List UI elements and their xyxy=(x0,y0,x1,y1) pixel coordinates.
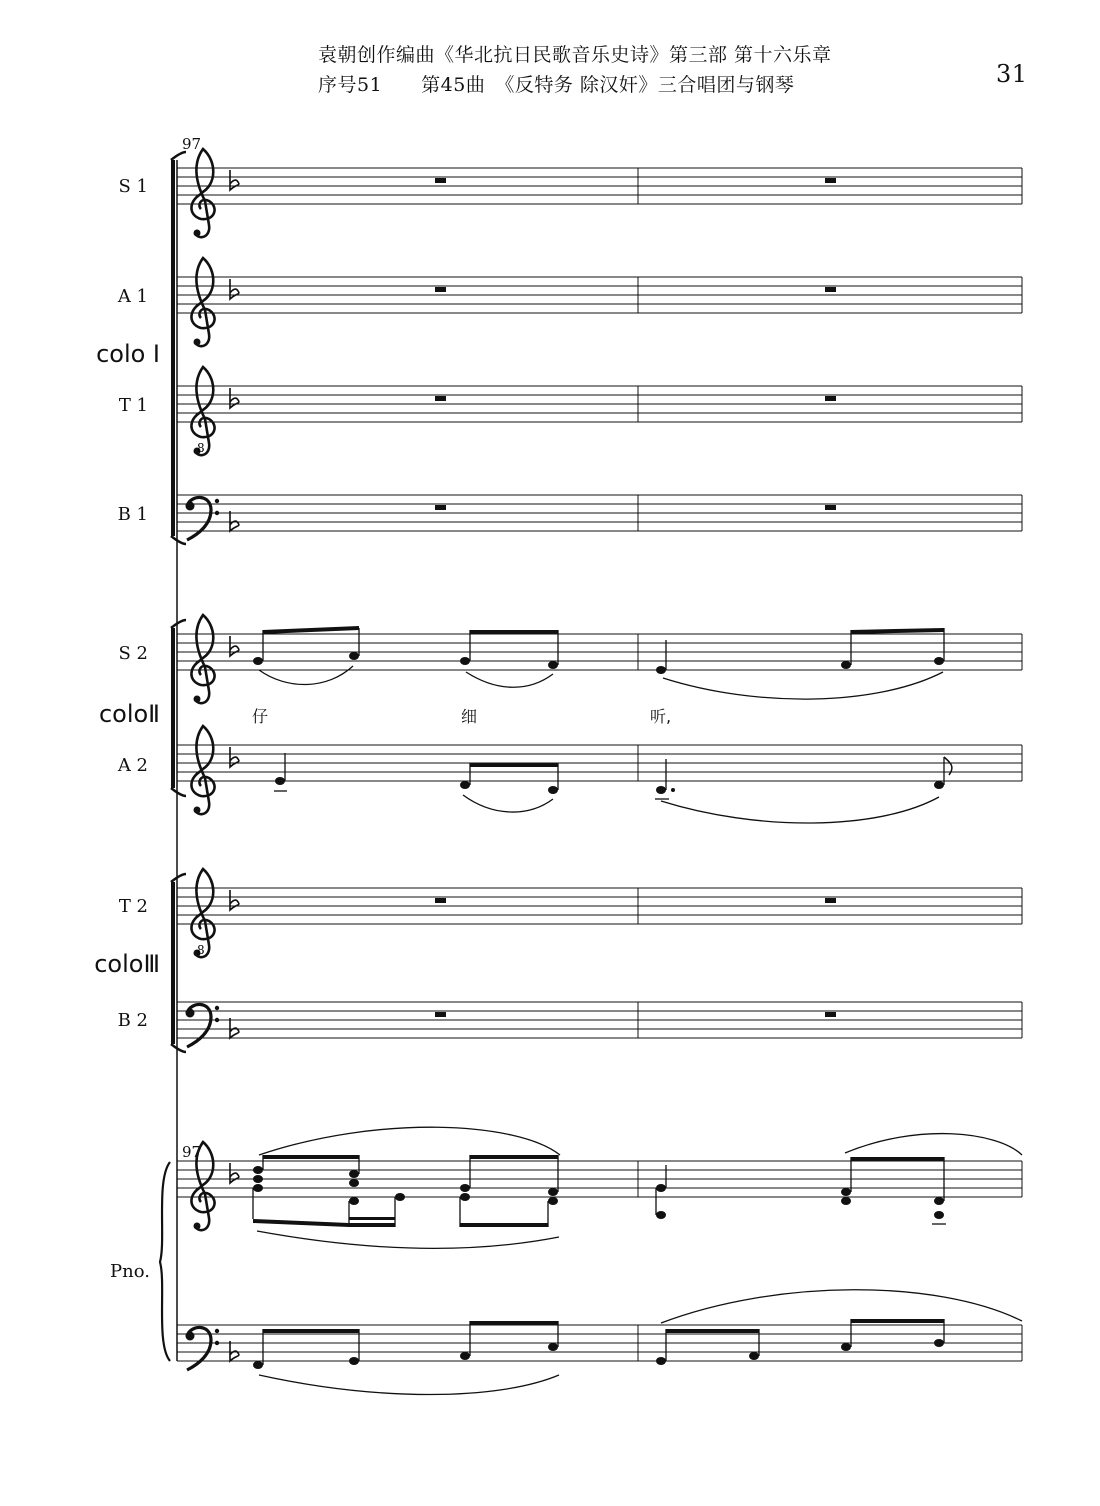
flat-icon xyxy=(230,636,239,656)
staff-b2 xyxy=(177,1002,1022,1047)
lyric-syllable: 细 xyxy=(461,707,478,726)
piano-brace xyxy=(160,1162,170,1361)
part-label-s1: S 1 xyxy=(118,176,148,197)
svg-text:8: 8 xyxy=(197,441,205,455)
flat-icon xyxy=(230,279,239,299)
part-label-a1: A 1 xyxy=(117,286,148,307)
treble-clef-icon xyxy=(191,1142,214,1230)
part-label-t2: T 2 xyxy=(118,896,148,917)
whole-rest xyxy=(435,178,446,183)
group-label-choir-1: colo Ⅰ xyxy=(96,340,160,368)
staff-a2 xyxy=(177,726,1022,823)
staff-piano-rh xyxy=(177,1127,1022,1248)
bracket-choir-2 xyxy=(171,620,186,796)
treble-clef-icon xyxy=(191,726,214,814)
part-label-b1: B 1 xyxy=(117,504,148,525)
treble-clef-icon xyxy=(191,149,214,237)
staff-piano-lh xyxy=(177,1290,1022,1395)
part-label-piano: Pno. xyxy=(110,1261,150,1282)
staff-s1 xyxy=(177,149,1022,237)
page-number: 31 xyxy=(996,60,1028,88)
flat-icon xyxy=(230,388,239,408)
whole-rest xyxy=(435,287,446,292)
part-label-a2: A 2 xyxy=(117,755,148,776)
treble-clef-icon xyxy=(191,615,214,703)
staff-b1 xyxy=(177,495,1022,540)
bracket-choir-3 xyxy=(171,874,186,1052)
staff-t1 xyxy=(177,367,1022,455)
staff-a1 xyxy=(177,258,1022,346)
treble-clef-icon xyxy=(191,258,214,346)
flat-icon xyxy=(230,890,239,910)
measure-number-piano: 97 xyxy=(182,1143,202,1161)
flat-icon xyxy=(230,1163,239,1183)
header-subtitle-line: 序号51 第45曲 《反特务 除汉奸》三合唱团与钢琴 xyxy=(318,74,795,96)
svg-text:8: 8 xyxy=(197,943,205,957)
part-label-s2: S 2 xyxy=(118,643,148,664)
whole-rest xyxy=(825,898,836,903)
whole-rest xyxy=(825,178,836,183)
staff-t2 xyxy=(177,869,1022,957)
whole-rest xyxy=(435,898,446,903)
whole-rest xyxy=(825,1012,836,1017)
staff-s2 xyxy=(177,615,1022,703)
flat-icon xyxy=(230,1341,239,1361)
part-label-b2: B 2 xyxy=(117,1010,148,1031)
group-label-choir-2: coloⅡ xyxy=(98,700,160,728)
whole-rest xyxy=(435,396,446,401)
measure-number: 97 xyxy=(182,135,202,153)
lyric-syllable: 仔 xyxy=(252,707,269,726)
whole-rest xyxy=(435,505,446,510)
whole-rest xyxy=(825,505,836,510)
group-label-choir-3: coloⅢ xyxy=(94,950,160,978)
whole-rest xyxy=(825,396,836,401)
lyric-syllable: 听, xyxy=(650,707,672,726)
flat-icon xyxy=(230,747,239,767)
whole-rest xyxy=(435,1012,446,1017)
whole-rest xyxy=(825,287,836,292)
flat-icon xyxy=(230,511,239,531)
flat-icon xyxy=(230,1018,239,1038)
flat-icon xyxy=(230,170,239,190)
part-label-t1: T 1 xyxy=(118,395,148,416)
header-title-line: 袁朝创作编曲《华北抗日民歌音乐史诗》第三部 第十六乐章 xyxy=(318,44,832,66)
bracket-choir-1 xyxy=(171,152,186,544)
